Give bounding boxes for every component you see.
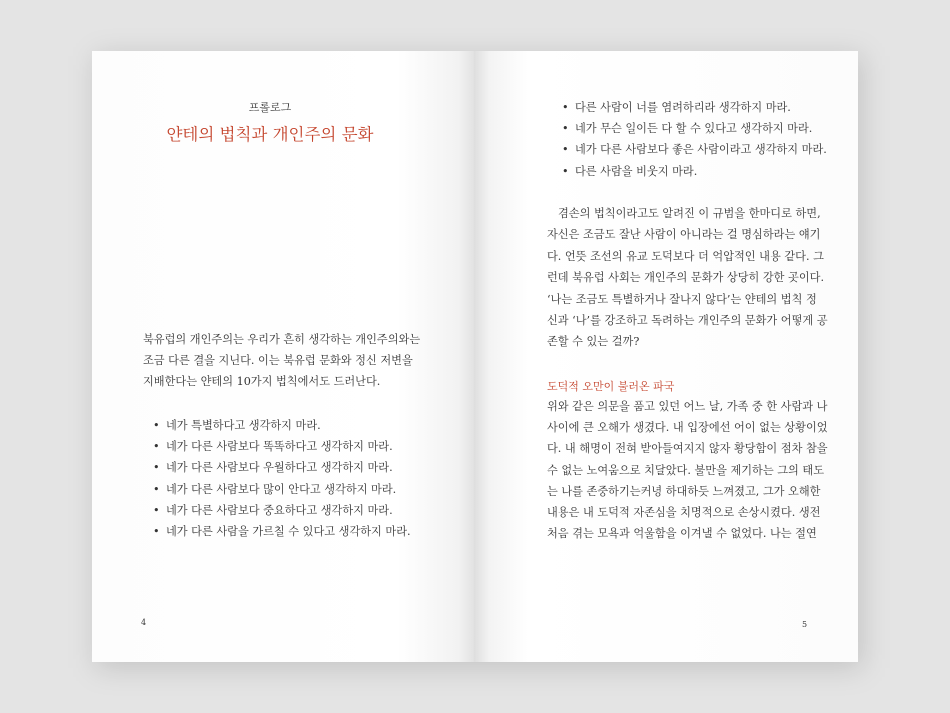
right-page xyxy=(474,51,858,662)
list-item xyxy=(153,521,411,542)
list-item-text: 네가 다른 사람보다 똑똑하다고 생각하지 마라. xyxy=(166,440,393,454)
text-line: ‘나는 조금도 특별하거나 잘나지 않다’는 얀테의 법칙 정 xyxy=(547,292,817,306)
text-line: 위와 같은 의문을 품고 있던 어느 날, 가족 중 한 사람과 나 xyxy=(547,400,828,413)
text-line: 자신은 조금도 잘난 사람이 아니라는 걸 명심하라는 얘기 xyxy=(547,228,821,242)
bullet-icon: • xyxy=(153,419,160,432)
chapter-title: 얀테의 법칙과 개인주의 문화 xyxy=(166,125,374,144)
list-item xyxy=(153,457,411,478)
text-line: 다. 내 해명이 전혀 받아들여지지 않자 황당함이 점차 참을 xyxy=(547,442,828,456)
bullet-icon: • xyxy=(562,101,569,114)
list-item xyxy=(153,436,411,457)
text-line: 런데 북유럽 사회는 개인주의 문화가 상당히 강한 곳이다. xyxy=(547,271,825,285)
list-item xyxy=(562,139,827,160)
text-line: 겸손의 법칙이라고도 알려진 이 규범을 한마디로 하면, xyxy=(558,207,821,220)
text-line: 처음 겪는 모욕과 억울함을 이겨낼 수 없었다. 나는 절연 xyxy=(547,527,817,541)
text-line: 조금 다른 결을 지닌다. 이는 북유럽 문화와 정신 저변을 xyxy=(143,354,413,367)
list-item-text: 네가 다른 사람을 가르칠 수 있다고 생각하지 마라. xyxy=(166,524,411,538)
list-item xyxy=(562,161,827,182)
text-line: 북유럽의 개인주의는 우리가 흔히 생각하는 개인주의와는 xyxy=(143,333,421,346)
list-item-text: 네가 특별하다고 생각하지 마라. xyxy=(166,419,321,432)
list-item-text: 네가 다른 사람보다 많이 안다고 생각하지 마라. xyxy=(166,482,397,496)
list-item-text: 네가 다른 사람보다 좋은 사람이라고 생각하지 마라. xyxy=(575,143,827,157)
body-paragraph-2 xyxy=(547,396,828,544)
bullet-icon: • xyxy=(562,164,569,178)
list-item xyxy=(153,415,411,436)
list-item-text: 다른 사람이 너를 염려하리라 생각하지 마라. xyxy=(575,101,791,114)
list-item-text: 네가 무슨 일이든 다 할 수 있다고 생각하지 마라. xyxy=(575,122,813,136)
bullet-icon: • xyxy=(562,143,569,157)
text-line: 신과 ‘나’를 강조하고 독려하는 개인주의 문화가 어떻게 공 xyxy=(547,314,828,328)
text-line: 존할 수 있는 걸까? xyxy=(547,335,640,349)
list-item xyxy=(153,500,411,521)
section-heading: 도덕적 오만이 불러온 파국 xyxy=(547,380,675,393)
list-item-text: 네가 다른 사람보다 중요하다고 생각하지 마라. xyxy=(166,503,393,517)
page-number: 5 xyxy=(802,620,808,629)
page-number: 4 xyxy=(141,618,147,627)
text-line: 다. 언뜻 조선의 유교 도덕보다 더 억압적인 내용 같다. 그 xyxy=(547,249,824,263)
bullet-icon: • xyxy=(153,524,160,538)
prologue-label: 프롤로그 xyxy=(248,101,292,114)
text-line: 수 없는 노여움으로 치달았다. 불만을 제기하는 그의 태도 xyxy=(547,463,825,477)
list-item xyxy=(562,118,827,139)
text-line: 사이에 큰 오해가 생겼다. 내 입장에선 어이 없는 상황이었 xyxy=(547,421,828,435)
jante-law-list xyxy=(153,415,411,542)
bullet-icon: • xyxy=(153,503,160,517)
list-item xyxy=(153,479,411,500)
body-paragraph-1 xyxy=(547,203,828,353)
bullet-icon: • xyxy=(153,482,160,496)
bullet-icon: • xyxy=(153,440,160,454)
text-line: 지배한다는 얀테의 10가지 법칙에서도 드러난다. xyxy=(143,375,381,388)
list-item-text: 네가 다른 사람보다 우월하다고 생각하지 마라. xyxy=(166,461,393,475)
list-item xyxy=(562,97,827,118)
open-book xyxy=(92,51,858,662)
list-item-text: 다른 사람을 비웃지 마라. xyxy=(575,164,698,178)
text-line: 는 나를 존중하기는커녕 하대하듯 느껴졌고, 그가 오해한 xyxy=(547,484,821,498)
intro-paragraph xyxy=(143,329,420,392)
bullet-icon: • xyxy=(153,461,160,475)
jante-law-list-continued xyxy=(562,97,827,182)
text-line: 내용은 내 도덕적 자존심을 치명적으로 손상시켰다. 생전 xyxy=(547,506,821,520)
bullet-icon: • xyxy=(562,122,569,136)
left-page xyxy=(92,51,474,662)
